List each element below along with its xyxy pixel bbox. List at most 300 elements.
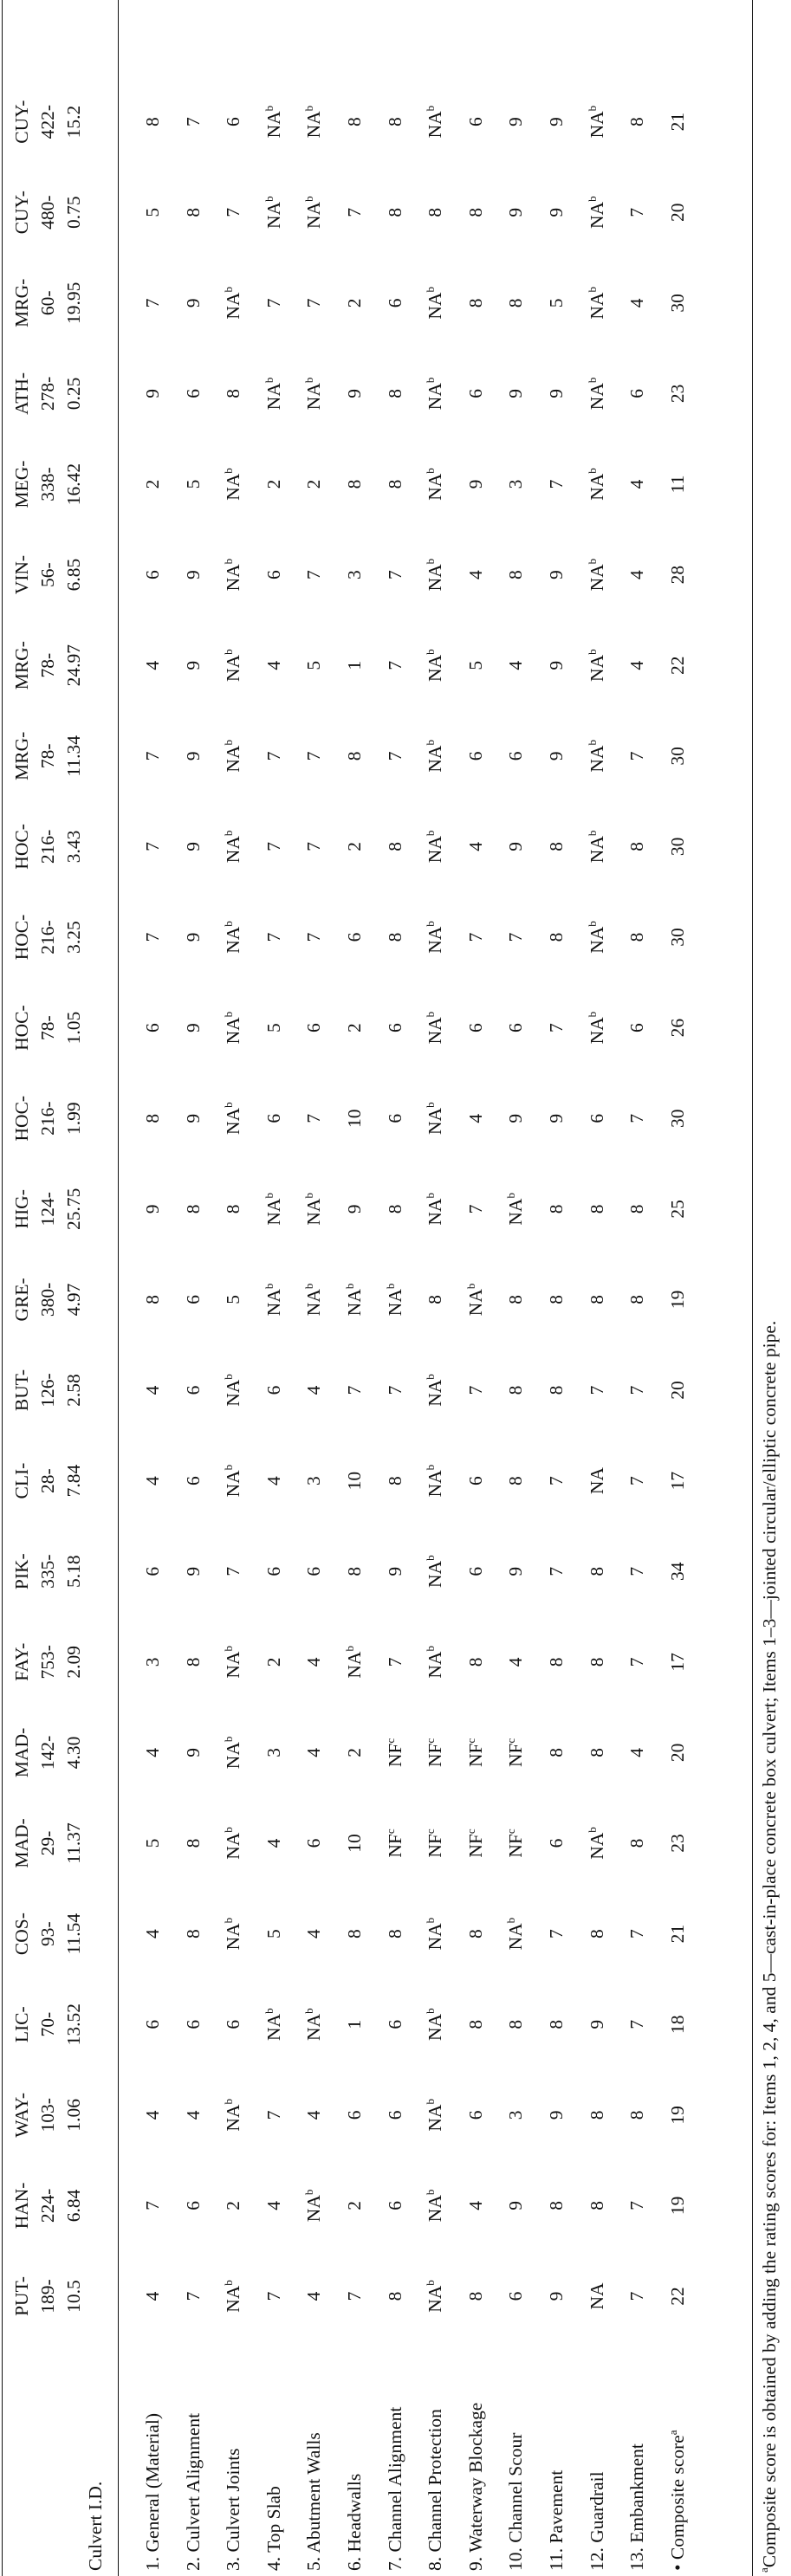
table-cell: 4 xyxy=(505,1657,527,1667)
table-top-rule xyxy=(2,0,3,2576)
table-cell: 7 xyxy=(384,660,405,670)
table-cell: $NA^b$ xyxy=(424,377,446,411)
table-cell: 2 xyxy=(344,1023,365,1032)
table-cell: 9 xyxy=(142,389,163,398)
table-cell: 19 xyxy=(666,2106,688,2125)
table-cell: 4 xyxy=(626,298,648,308)
table-cell: $NA^b$ xyxy=(424,1646,446,1679)
table-cell: $NA^b$ xyxy=(424,287,446,320)
table-cell: 8 xyxy=(586,1657,607,1667)
row-label: • Composite score$^a$ xyxy=(665,2430,688,2571)
table-cell: $NF^c$ xyxy=(504,1828,527,1858)
table-cell: 2 xyxy=(223,2201,244,2210)
table-cell: $NA^b$ xyxy=(424,830,446,864)
table-cell: $NF^c$ xyxy=(464,1828,486,1858)
table-cell: 7 xyxy=(626,1476,648,1485)
culvert-id-part: PUT- xyxy=(11,2276,32,2316)
table-cell: 6 xyxy=(546,1838,567,1848)
table-cell: 8 xyxy=(384,842,405,851)
table-cell: 9 xyxy=(505,389,527,398)
table-cell: 3 xyxy=(263,1748,284,1757)
table-cell: 9 xyxy=(505,842,527,851)
table-cell: 6 xyxy=(464,389,486,398)
table-cell: $NA^b$ xyxy=(424,468,446,501)
table-cell: $NA^b$ xyxy=(383,1283,405,1317)
table-cell: 6 xyxy=(464,1023,486,1032)
table-cell: 8 xyxy=(626,932,648,942)
culvert-id-part: 189- xyxy=(37,2279,58,2314)
culvert-id-part: MRG- xyxy=(11,278,32,327)
culvert-column-header xyxy=(9,1895,87,1973)
table-cell: $NA^b$ xyxy=(222,1464,244,1498)
table-cell: 7 xyxy=(464,932,486,942)
table-cell: 7 xyxy=(142,298,163,308)
culvert-id-part: 335- xyxy=(37,1554,58,1589)
culvert-id-part: ATH- xyxy=(11,372,32,415)
table-cell: 6 xyxy=(142,1023,163,1032)
table-cell: 9 xyxy=(182,1566,204,1576)
table-cell: $NA^b$ xyxy=(424,1102,446,1135)
table-cell: 8 xyxy=(344,1566,365,1576)
table-cell: 6 xyxy=(182,2019,204,2029)
table-cell: $NA^b$ xyxy=(585,377,607,411)
table-cell: 2 xyxy=(303,479,325,489)
table-cell: 34 xyxy=(666,1562,688,1581)
culvert-id-part: 4.97 xyxy=(63,1283,84,1317)
table-cell: 7 xyxy=(142,932,163,942)
table-cell: 17 xyxy=(666,1653,688,1672)
culvert-id-part: 13.52 xyxy=(63,2003,84,2046)
table-cell: 6 xyxy=(505,751,527,761)
table-cell: 8 xyxy=(626,1204,648,1214)
table-cell: 2 xyxy=(344,298,365,308)
table-cell: $NA^b$ xyxy=(302,1283,325,1317)
table-cell: 9 xyxy=(505,117,527,126)
culvert-id-part: 278- xyxy=(37,376,58,411)
table-cell: 7 xyxy=(182,117,204,126)
culvert-id-part: 28- xyxy=(37,1468,58,1493)
table-cell: 8 xyxy=(505,1385,527,1395)
row-label: 4. Top Slab xyxy=(263,2486,284,2571)
table-cell: 8 xyxy=(586,1748,607,1757)
table-cell: 7 xyxy=(546,1476,567,1485)
table-cell: 4 xyxy=(263,1476,284,1485)
table-cell: 7 xyxy=(626,1385,648,1395)
table-cell: 8 xyxy=(505,570,527,579)
culvert-id-part: 126- xyxy=(37,1373,58,1408)
table-cell: 7 xyxy=(142,842,163,851)
table-cell: 4 xyxy=(303,1385,325,1395)
table-cell: 9 xyxy=(546,570,567,579)
table-cell: 8 xyxy=(223,389,244,398)
table-cell: 6 xyxy=(464,1476,486,1485)
table-cell: $NA^b$ xyxy=(302,377,325,411)
culvert-id-part: 1.99 xyxy=(63,1102,84,1136)
table-cell: 4 xyxy=(303,2291,325,2301)
table-cell: 5 xyxy=(263,1929,284,1938)
table-cell: $NA^b$ xyxy=(222,1011,244,1045)
table-cell: $NA^b$ xyxy=(262,377,284,411)
table-cell: 4 xyxy=(464,2201,486,2210)
table-cell: $NA^b$ xyxy=(262,196,284,229)
table-cell: $NA^b$ xyxy=(424,2189,446,2223)
row-label: 10. Channel Scour xyxy=(505,2432,527,2571)
table-cell: $NA^b$ xyxy=(585,649,607,682)
table-cell: 7 xyxy=(223,207,244,217)
table-cell: 4 xyxy=(626,570,648,579)
table-cell: 8 xyxy=(546,1385,567,1395)
row-label: 7. Channel Alignment xyxy=(384,2406,405,2571)
table-cell: 8 xyxy=(384,1204,405,1214)
table-cell: 4 xyxy=(464,842,486,851)
table-cell: 5 xyxy=(263,1023,284,1032)
table-cell: 5 xyxy=(142,1838,163,1848)
table-cell: $NA^b$ xyxy=(222,558,244,592)
table-cell: 9 xyxy=(464,479,486,489)
table-cell: $NA^b$ xyxy=(464,1283,486,1317)
table-cell: 7 xyxy=(303,298,325,308)
culvert-id-part: HOC- xyxy=(11,1095,32,1142)
table-cell: $NA^b$ xyxy=(585,740,607,773)
culvert-id-part: 3.25 xyxy=(63,921,84,954)
culvert-id-part: 216- xyxy=(37,1101,58,1136)
table-cell: $NA^b$ xyxy=(504,1917,527,1951)
table-cell: $NA^b$ xyxy=(222,1917,244,1951)
table-cell: 10 xyxy=(344,1471,365,1491)
table-cell: 8 xyxy=(546,842,567,851)
table-cell: 2 xyxy=(344,842,365,851)
table-cell: 7 xyxy=(263,932,284,942)
table-cell: 7 xyxy=(546,1023,567,1032)
table-cell: 4 xyxy=(626,1748,648,1757)
culvert-id-part: 103- xyxy=(37,2098,58,2133)
table-cell: 7 xyxy=(586,1385,607,1395)
table-cell: 6 xyxy=(223,2019,244,2029)
table-cell: 8 xyxy=(182,1204,204,1214)
table-cell: 9 xyxy=(505,207,527,217)
table-cell: 6 xyxy=(303,1566,325,1576)
culvert-id-part: WAY- xyxy=(11,2092,32,2138)
table-cell: 9 xyxy=(182,660,204,670)
culvert-column-header xyxy=(9,1442,87,1520)
table-cell: 8 xyxy=(586,1566,607,1576)
table-cell: 8 xyxy=(586,1929,607,1938)
table-cell: 9 xyxy=(546,389,567,398)
table-cell: $NA^b$ xyxy=(262,2008,284,2041)
table-cell: 10 xyxy=(344,1834,365,1853)
table-cell: $NA^b$ xyxy=(302,196,325,229)
table-cell: 10 xyxy=(344,1109,365,1128)
table-cell: 6 xyxy=(384,2201,405,2210)
culvert-id-part: 78- xyxy=(37,1015,58,1040)
culvert-id-part: 25.75 xyxy=(63,1188,84,1230)
culvert-column-header xyxy=(9,536,87,614)
culvert-id-part: 60- xyxy=(37,290,58,316)
table-cell: 6 xyxy=(384,298,405,308)
table-cell: 7 xyxy=(142,751,163,761)
table-cell: 6 xyxy=(142,1566,163,1576)
table-cell: 7 xyxy=(626,2201,648,2210)
table-cell: 8 xyxy=(425,1295,446,1304)
table-cell: 8 xyxy=(344,117,365,126)
table-cell: 6 xyxy=(384,2110,405,2120)
table-cell: 22 xyxy=(666,2287,688,2306)
table-cell: 6 xyxy=(344,932,365,942)
table-cell: 8 xyxy=(464,1657,486,1667)
table-cell: $NA^b$ xyxy=(424,1193,446,1226)
culvert-id-part: HAN- xyxy=(11,2182,32,2230)
table-cell: $NF^c$ xyxy=(424,1828,446,1858)
table-cell: 8 xyxy=(464,298,486,308)
culvert-id-part: 3.43 xyxy=(63,830,84,864)
culvert-column-header xyxy=(9,807,87,885)
table-cell: $NA^b$ xyxy=(424,1555,446,1588)
row-label: 1. General (Material) xyxy=(142,2412,163,2571)
table-cell: 6 xyxy=(263,1113,284,1123)
culvert-column-header xyxy=(9,989,87,1067)
table-cell: 8 xyxy=(505,1295,527,1304)
culvert-column-header xyxy=(9,445,87,523)
culvert-id-part: PIK- xyxy=(11,1553,32,1590)
table-cell: 7 xyxy=(142,2201,163,2210)
table-cell: 4 xyxy=(303,1657,325,1667)
table-cell: 8 xyxy=(626,842,648,851)
table-cell: $NA^b$ xyxy=(504,1193,527,1226)
table-cell: 4 xyxy=(142,2291,163,2301)
table-cell: $NA^b$ xyxy=(585,1011,607,1045)
table-cell: 8 xyxy=(626,2110,648,2120)
table-cell: 8 xyxy=(384,117,405,126)
table-cell: 8 xyxy=(182,1838,204,1848)
table-cell: 8 xyxy=(425,207,446,217)
table-cell: $NA^b$ xyxy=(424,649,446,682)
table-cell: 25 xyxy=(666,1200,688,1219)
culvert-id-part: 4.30 xyxy=(63,1736,84,1770)
table-cell: 2 xyxy=(263,479,284,489)
culvert-id-part: MRG- xyxy=(11,641,32,690)
row-label: 12. Guardrail xyxy=(586,2471,607,2571)
culvert-column-header xyxy=(9,626,87,704)
table-cell: 4 xyxy=(303,2110,325,2120)
table-cell: 4 xyxy=(142,1748,163,1757)
table-cell: 7 xyxy=(626,207,648,217)
culvert-id-part: 16.42 xyxy=(63,463,84,506)
culvert-id-part: BUT- xyxy=(11,1369,32,1412)
culvert-id-part: MAD- xyxy=(11,1727,32,1778)
header-rule xyxy=(118,0,119,2576)
culvert-id-part: 11.54 xyxy=(63,1913,84,1955)
table-cell: 7 xyxy=(303,570,325,579)
table-cell: 4 xyxy=(263,660,284,670)
table-cell: 9 xyxy=(182,570,204,579)
table-cell: 8 xyxy=(464,2019,486,2029)
table-cell: 7 xyxy=(464,1204,486,1214)
table-cell: 8 xyxy=(464,1929,486,1938)
table-cell: 11 xyxy=(666,475,688,494)
culvert-id-part: 19.95 xyxy=(63,282,84,324)
table-cell: 8 xyxy=(546,932,567,942)
culvert-id-part: 11.37 xyxy=(63,1822,84,1864)
table-cell: 2 xyxy=(344,1748,365,1757)
table-cell: 30 xyxy=(666,837,688,857)
table-cell: 9 xyxy=(546,1113,567,1123)
culvert-id-part: LIC- xyxy=(11,2006,32,2043)
table-cell: 8 xyxy=(546,1748,567,1757)
culvert-column-header xyxy=(9,1170,87,1248)
culvert-column-header xyxy=(9,2257,87,2335)
row-label: 2. Culvert Alignment xyxy=(182,2412,204,2571)
table-cell: 8 xyxy=(464,207,486,217)
table-cell: 8 xyxy=(626,117,648,126)
table-cell: 4 xyxy=(142,1929,163,1938)
culvert-column-header xyxy=(9,717,87,795)
culvert-id-part: 0.25 xyxy=(63,377,84,411)
table-cell: 8 xyxy=(546,1295,567,1304)
table-cell: 7 xyxy=(182,2291,204,2301)
culvert-id-part: MAD- xyxy=(11,1818,32,1868)
table-cell: $NA^b$ xyxy=(424,2008,446,2041)
culvert-column-header xyxy=(9,898,87,976)
table-footnote: $^a$Composite score is obtained by adding the rating scores for: Items 1, 2, 4, and 5—cast-in-place concrete box culvert; Items 1–3—jointed circular/elliptic concrete pipe. xyxy=(757,1320,780,2573)
table-cell: $NA^b$ xyxy=(222,1827,244,1860)
table-cell: NA xyxy=(586,2282,607,2310)
table-cell: $NA^b$ xyxy=(222,2280,244,2313)
culvert-id-part: HIG- xyxy=(11,1189,32,1229)
table-cell: $NA^b$ xyxy=(222,649,244,682)
table-cell: 1 xyxy=(344,2019,365,2029)
table-cell: 4 xyxy=(182,2110,204,2120)
culvert-column-header xyxy=(9,1623,87,1701)
table-cell: 9 xyxy=(182,842,204,851)
table-cell: 6 xyxy=(303,1023,325,1032)
culvert-id-part: 753- xyxy=(37,1645,58,1680)
table-cell: 9 xyxy=(546,751,567,761)
table-cell: 2 xyxy=(344,2201,365,2210)
table-cell: 22 xyxy=(666,656,688,675)
table-cell: 18 xyxy=(666,2015,688,2034)
table-cell: 9 xyxy=(344,389,365,398)
table-cell: 6 xyxy=(182,2201,204,2210)
culvert-column-header xyxy=(9,1351,87,1429)
table-cell: 6 xyxy=(142,570,163,579)
culvert-id-part: 422- xyxy=(37,104,58,139)
table-cell: NA xyxy=(586,1467,607,1495)
table-cell: 7 xyxy=(626,1113,648,1123)
table-cell: 6 xyxy=(464,751,486,761)
table-cell: $NA^b$ xyxy=(424,2280,446,2313)
table-cell: 30 xyxy=(666,1109,688,1128)
table-cell: 9 xyxy=(182,1023,204,1032)
table-cell: $NA^b$ xyxy=(424,740,446,773)
table-cell: 8 xyxy=(384,389,405,398)
table-cell: 7 xyxy=(344,207,365,217)
table-cell: 4 xyxy=(142,2110,163,2120)
table-cell: $NA^b$ xyxy=(302,2008,325,2041)
table-cell: 4 xyxy=(464,570,486,579)
table-cell: $NA^b$ xyxy=(343,1646,365,1679)
culvert-id-part: HOC- xyxy=(11,824,32,870)
table-cell: $NA^b$ xyxy=(424,1464,446,1498)
table-cell: 8 xyxy=(505,2019,527,2029)
table-cell: 8 xyxy=(384,479,405,489)
table-cell: 8 xyxy=(586,1295,607,1304)
table-cell: 6 xyxy=(586,1113,607,1123)
culvert-id-part: 56- xyxy=(37,562,58,587)
table-cell: 4 xyxy=(303,1748,325,1757)
culvert-id-part: CLI- xyxy=(11,1462,32,1499)
table-cell: 9 xyxy=(182,298,204,308)
table-cell: $NA^b$ xyxy=(262,1283,284,1317)
row-label: 5. Abutment Walls xyxy=(303,2432,325,2571)
row-label: 11. Pavement xyxy=(546,2469,567,2571)
table-cell: 9 xyxy=(546,2110,567,2120)
table-cell: 8 xyxy=(182,1929,204,1938)
table-cell: 7 xyxy=(263,298,284,308)
culvert-id-part: 224- xyxy=(37,2188,58,2223)
table-cell: $NA^b$ xyxy=(585,196,607,229)
table-cell: 9 xyxy=(182,1113,204,1123)
table-cell: 6 xyxy=(263,1385,284,1395)
table-cell: $NF^c$ xyxy=(464,1738,486,1768)
table-cell: 1 xyxy=(344,660,365,670)
table-cell: 7 xyxy=(626,1566,648,1576)
table-cell: 8 xyxy=(626,1838,648,1848)
table-cell: 6 xyxy=(263,1566,284,1576)
table-cell: 6 xyxy=(384,1113,405,1123)
table-cell: 6 xyxy=(182,1476,204,1485)
table-cell: $NA^b$ xyxy=(262,105,284,139)
table-cell: 6 xyxy=(303,1838,325,1848)
table-cell: $NA^b$ xyxy=(222,740,244,773)
culvert-id-part: 29- xyxy=(37,1830,58,1856)
table-cell: 30 xyxy=(666,747,688,766)
culvert-id-part: HOC- xyxy=(11,1005,32,1051)
culvert-column-header xyxy=(9,1079,87,1157)
row-label: 6. Headwalls xyxy=(344,2473,365,2571)
culvert-id-header: Culvert I.D. xyxy=(85,2481,106,2571)
table-cell: 7 xyxy=(344,2291,365,2301)
table-cell: 7 xyxy=(263,751,284,761)
table-cell: 7 xyxy=(263,2291,284,2301)
culvert-id-part: FAY- xyxy=(11,1642,32,1681)
table-cell: 6 xyxy=(344,2110,365,2120)
table-cell: $NA^b$ xyxy=(222,468,244,501)
culvert-id-part: 10.5 xyxy=(63,2280,84,2313)
table-cell: 8 xyxy=(142,1113,163,1123)
culvert-column-header xyxy=(9,173,87,251)
table-cell: 6 xyxy=(182,1295,204,1304)
table-cell: 8 xyxy=(344,479,365,489)
table-cell: $NA^b$ xyxy=(302,105,325,139)
culvert-id-part: 1.05 xyxy=(63,1011,84,1045)
culvert-id-part: 6.84 xyxy=(63,2189,84,2223)
table-cell: 9 xyxy=(546,660,567,670)
culvert-id-part: 15.2 xyxy=(63,105,84,139)
table-cell: 5 xyxy=(182,479,204,489)
table-cell: 8 xyxy=(384,207,405,217)
table-cell: 8 xyxy=(344,751,365,761)
culvert-id-part: 93- xyxy=(37,1921,58,1946)
table-cell: 8 xyxy=(505,1476,527,1485)
table-cell: 7 xyxy=(384,1657,405,1667)
table-cell: 3 xyxy=(303,1476,325,1485)
table-cell: 6 xyxy=(263,570,284,579)
table-cell: 8 xyxy=(586,2201,607,2210)
table-cell: 6 xyxy=(182,389,204,398)
table-cell: 9 xyxy=(182,751,204,761)
table-cell: $NA^b$ xyxy=(222,830,244,864)
table-cell: 8 xyxy=(546,2201,567,2210)
